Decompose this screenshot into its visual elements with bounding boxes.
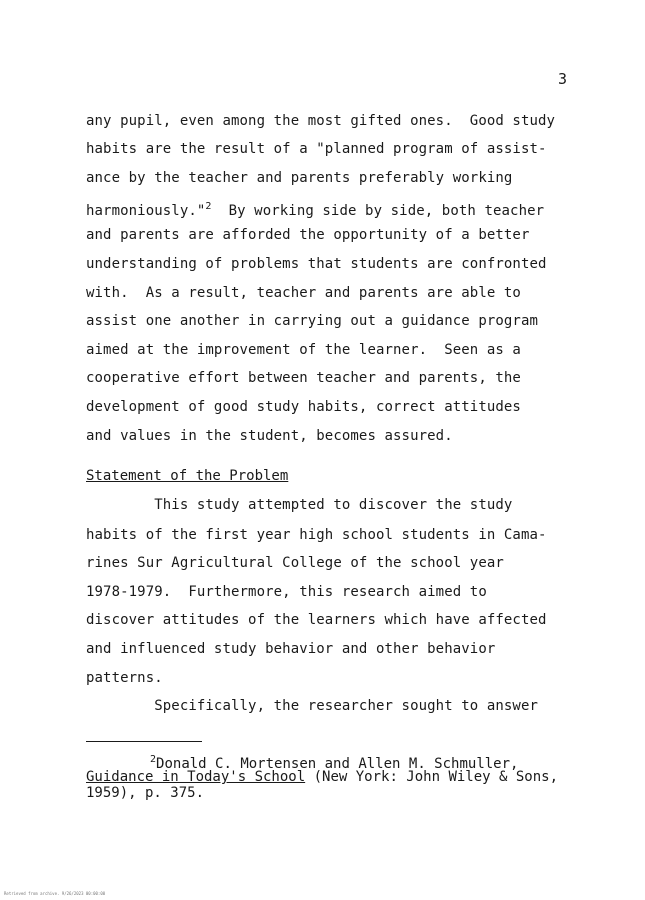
text-line: This study attempted to discover the study xyxy=(86,497,513,513)
text-line: ance by the teacher and parents preferably working xyxy=(86,170,513,186)
text-line: rines Sur Agricultural College of the school year xyxy=(86,555,504,571)
scan-watermark: Retrieved from archive. 9/26/2023 00:00:00 xyxy=(4,891,106,896)
text-segment: harmoniously." xyxy=(86,203,206,219)
text-line: habits of the first year high school students in Cama- xyxy=(86,527,547,543)
text-line: any pupil, even among the most gifted ones. Good study xyxy=(86,113,556,129)
text-line: and influenced study behavior and other behavior xyxy=(86,641,496,657)
text-segment: By working side by side, both teacher xyxy=(211,203,545,219)
text-line: cooperative effort between teacher and parents, the xyxy=(86,370,521,386)
text-line: and parents are afforded the opportunity of a better xyxy=(86,227,530,243)
text-line: with. As a result, teacher and parents are able to xyxy=(86,285,521,301)
text-line: habits are the result of a "planned program of assist- xyxy=(86,141,547,157)
text-line xyxy=(86,199,544,219)
text-line: 1978-1979. Furthermore, this research aimed to xyxy=(86,584,487,600)
text-line: patterns. xyxy=(86,670,163,686)
footnote-reference: 2 xyxy=(205,201,212,212)
text-line: and values in the student, becomes assured. xyxy=(86,428,453,444)
text-line: discover attitudes of the learners which have affected xyxy=(86,612,547,628)
footnote-publisher: (New York: John Wiley & Sons, xyxy=(305,769,559,785)
footnote-book-title: Guidance in Today's School xyxy=(86,769,306,785)
footnote-divider xyxy=(86,741,202,742)
section-heading: Statement of the Problem xyxy=(86,468,289,484)
footnote-number: 2 xyxy=(150,754,157,765)
footnote-line: 1959), p. 375. xyxy=(86,785,205,801)
text-line: aimed at the improvement of the learner. Seen as a xyxy=(86,342,521,358)
text-line: understanding of problems that students are confronted xyxy=(86,256,547,272)
text-line: assist one another in carrying out a guidance program xyxy=(86,313,539,329)
footnote-line xyxy=(86,769,558,785)
text-line: Specifically, the researcher sought to answer xyxy=(86,698,539,714)
text-line: development of good study habits, correct attitudes xyxy=(86,399,521,415)
footnote-author: Donald C. Mortensen and Allen M. Schmuller, xyxy=(156,756,519,772)
page-number: 3 xyxy=(558,70,568,88)
